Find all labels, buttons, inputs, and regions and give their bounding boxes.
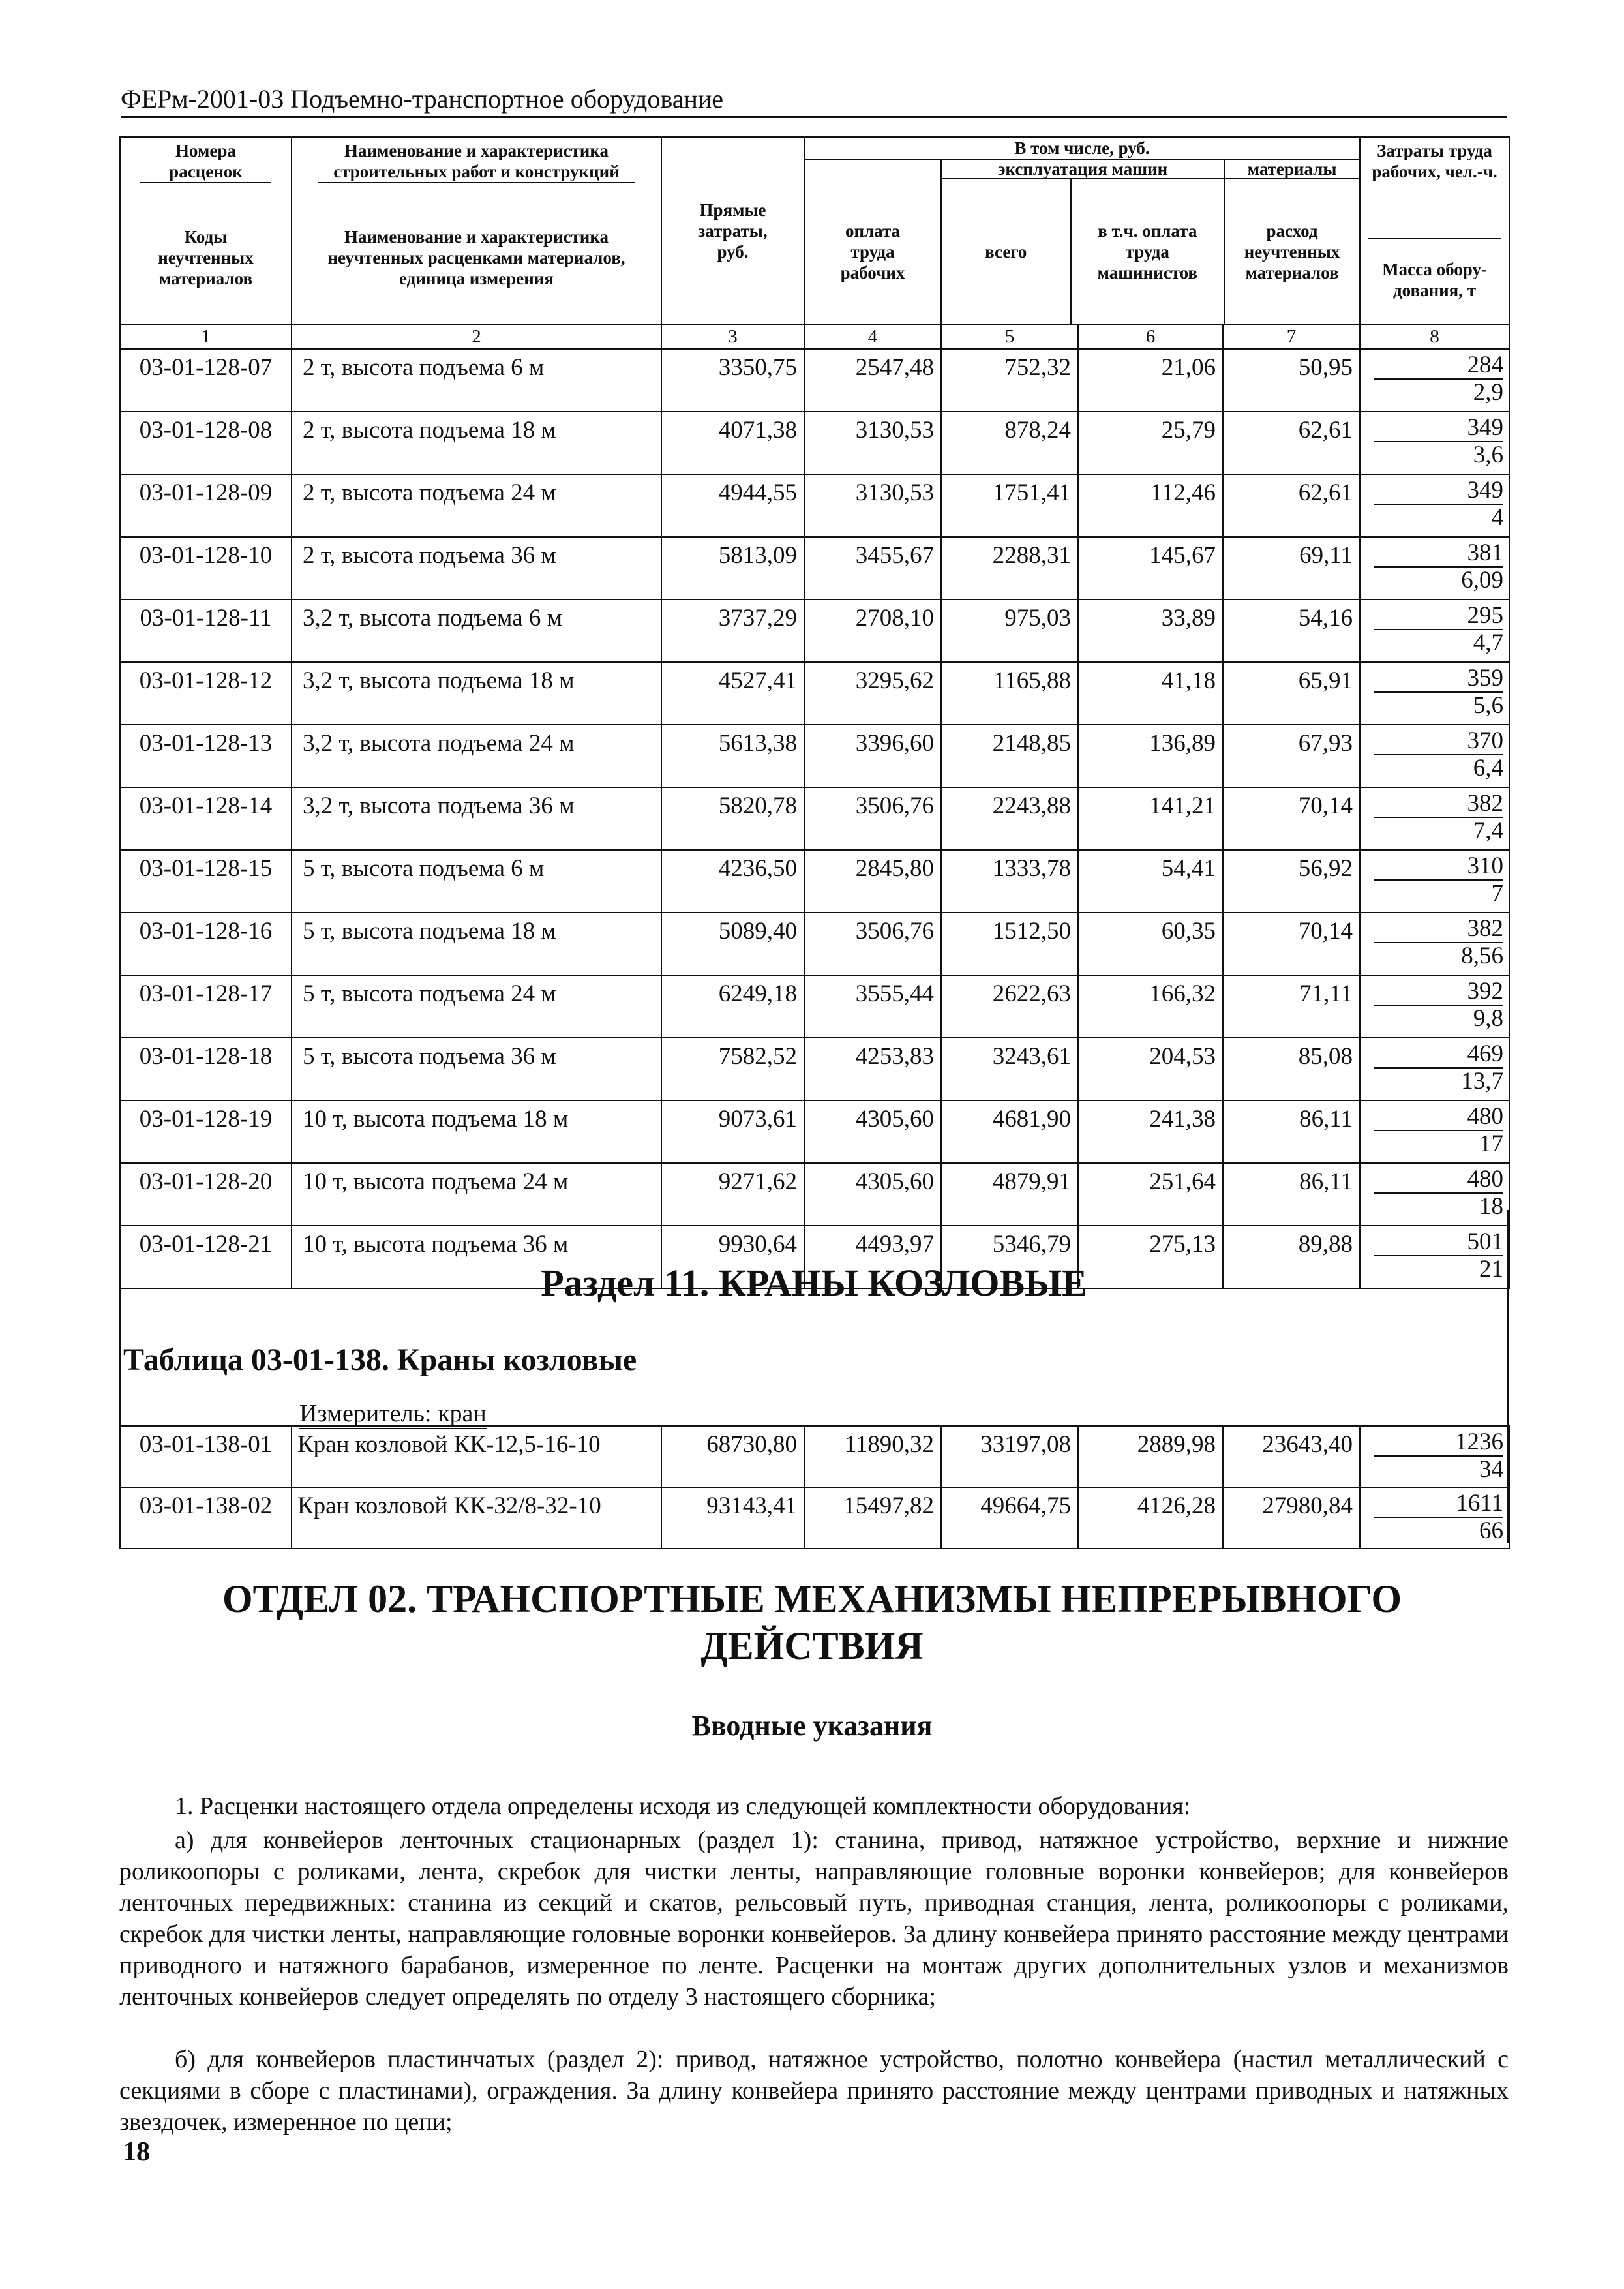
equipment-mass: 9,8	[1473, 1005, 1504, 1032]
column-number: 1	[120, 324, 292, 349]
table-row	[120, 1100, 1509, 1163]
machines-total: 2288,31	[941, 537, 1078, 599]
work-description: Кран козловой КК-12,5-16-10	[292, 1426, 661, 1487]
labor-costs: 1236	[1374, 1429, 1503, 1457]
operator-wages: 21,06	[1078, 349, 1223, 412]
materials-cost: 86,11	[1223, 1100, 1360, 1163]
work-description: 5 т, высота подъема 24 м	[292, 975, 661, 1038]
rate-code: 03-01-128-17	[120, 975, 292, 1038]
intro-title: Вводные указания	[691, 1710, 933, 1742]
direct-costs: 3350,75	[661, 349, 804, 412]
table-row	[120, 787, 1509, 850]
table-row	[120, 913, 1509, 975]
machines-total: 4879,91	[941, 1163, 1078, 1226]
table-row	[120, 599, 1509, 662]
header-materials-consumption-label: расход неучтенных материалов	[1244, 220, 1340, 282]
work-description: 3,2 т, высота подъема 24 м	[292, 725, 661, 787]
rate-code: 03-01-128-18	[120, 1038, 292, 1100]
machines-total: 1512,50	[941, 913, 1078, 975]
labor-costs: 370	[1374, 728, 1503, 755]
materials-cost: 67,93	[1223, 725, 1360, 787]
direct-costs: 4944,55	[661, 474, 804, 537]
column-number: 2	[292, 324, 661, 349]
worker-wages: 3506,76	[804, 913, 941, 975]
machines-total: 49664,75	[941, 1487, 1078, 1549]
header-machines-total	[942, 179, 1072, 324]
labor-mass-cell	[1360, 662, 1509, 725]
work-description: 5 т, высота подъема 18 м	[292, 913, 661, 975]
worker-wages: 11890,32	[804, 1426, 941, 1487]
machines-total: 1751,41	[941, 474, 1078, 537]
column-number: 3	[661, 324, 804, 349]
direct-costs: 9930,64	[661, 1226, 804, 1288]
rate-code: 03-01-128-09	[120, 474, 292, 537]
direct-costs: 3737,29	[661, 599, 804, 662]
header-rate-numbers: Номера расценок	[140, 138, 271, 183]
worker-wages: 2845,80	[804, 850, 941, 913]
equipment-mass: 7	[1491, 880, 1504, 907]
operator-wages: 136,89	[1078, 725, 1223, 787]
labor-mass-cell	[1360, 1426, 1509, 1487]
materials-cost: 69,11	[1223, 537, 1360, 599]
materials-cost: 70,14	[1223, 787, 1360, 850]
header-worker-wages: оплата труда рабочих	[840, 220, 905, 282]
machines-total: 2148,85	[941, 725, 1078, 787]
labor-costs: 382	[1374, 791, 1503, 818]
paragraph-1: 1. Расценки настоящего отдела определены исходя из следующей комплектности оборудования:	[175, 1793, 1191, 1820]
labor-mass-cell	[1360, 975, 1509, 1038]
labor-costs: 469	[1374, 1041, 1503, 1069]
work-description: 10 т, высота подъема 18 м	[292, 1100, 661, 1163]
worker-wages: 4305,60	[804, 1100, 941, 1163]
labor-costs: 480	[1374, 1104, 1503, 1131]
page-number: 18	[123, 2137, 150, 2167]
column-number: 4	[804, 324, 941, 349]
worker-wages: 4253,83	[804, 1038, 941, 1100]
header-operator-wages	[1072, 179, 1224, 324]
header-codes	[120, 137, 292, 324]
header-work-name: Наименование и характеристика строительных работ и конструкций	[318, 138, 635, 183]
header-material-name: Наименование и характеристика неучтенных расценками материалов, единица измерения	[327, 227, 625, 288]
column-number: 6	[1078, 324, 1223, 349]
labor-costs: 349	[1374, 415, 1503, 442]
operator-wages: 54,41	[1078, 850, 1223, 913]
equipment-mass: 6,09	[1461, 567, 1504, 594]
work-description: 10 т, высота подъема 36 м	[292, 1226, 661, 1288]
rate-code: 03-01-128-14	[120, 787, 292, 850]
machines-total: 1165,88	[941, 662, 1078, 725]
work-description: 2 т, высота подъема 36 м	[292, 537, 661, 599]
direct-costs: 5089,40	[661, 913, 804, 975]
labor-mass-cell	[1360, 349, 1509, 412]
header-materials: материалы	[1225, 160, 1359, 179]
labor-costs: 349	[1374, 478, 1503, 505]
header-including	[804, 137, 1360, 324]
labor-costs: 480	[1374, 1166, 1503, 1194]
machines-total: 1333,78	[941, 850, 1078, 913]
work-description: 5 т, высота подъема 6 м	[292, 850, 661, 913]
labor-mass-cell	[1360, 474, 1509, 537]
work-description: 2 т, высота подъема 18 м	[292, 412, 661, 474]
labor-mass-cell	[1360, 412, 1509, 474]
work-description: 5 т, высота подъема 36 м	[292, 1038, 661, 1100]
labor-mass-cell	[1360, 1100, 1509, 1163]
direct-costs: 5820,78	[661, 787, 804, 850]
measure-unit: Измеритель: кран	[299, 1399, 487, 1429]
header-machines: эксплуатация машин	[942, 160, 1224, 179]
direct-costs: 4071,38	[661, 412, 804, 474]
equipment-mass: 3,6	[1473, 442, 1504, 468]
equipment-mass: 4,7	[1473, 629, 1504, 656]
table-row	[120, 1426, 1509, 1487]
operator-wages: 112,46	[1078, 474, 1223, 537]
equipment-mass: 8,56	[1461, 943, 1504, 969]
equipment-mass: 18	[1479, 1193, 1504, 1220]
operator-wages: 141,21	[1078, 787, 1223, 850]
equipment-mass: 6,4	[1473, 755, 1504, 781]
direct-costs: 5613,38	[661, 725, 804, 787]
operator-wages: 204,53	[1078, 1038, 1223, 1100]
equipment-mass: 7,4	[1473, 817, 1504, 844]
machines-total: 33197,08	[941, 1426, 1078, 1487]
rate-code: 03-01-128-12	[120, 662, 292, 725]
document-header: ФЕРм-2001-03 Подъемно-транспортное оборудование	[121, 83, 1507, 118]
rate-code: 03-01-128-16	[120, 913, 292, 975]
header-mass: Масса обору-дования, т	[1382, 260, 1487, 300]
labor-costs: 501	[1374, 1229, 1503, 1256]
labor-costs: 295	[1374, 603, 1503, 630]
machines-total: 752,32	[941, 349, 1078, 412]
operator-wages: 241,38	[1078, 1100, 1223, 1163]
labor-costs: 382	[1374, 916, 1503, 943]
paragraph-b: б) для конвейеров пластинчатых (раздел 2): привод, натяжное устройство, полотно конвейера (настил металлический с секциями в сборе с пластинами), ограждения. За длину конвейера принято расстояние между центрами приводных и натяжных звездочек, измеренное по цепи;	[119, 2046, 1509, 2136]
operator-wages: 2889,98	[1078, 1426, 1223, 1487]
rates-table	[119, 136, 1510, 1289]
materials-cost: 86,11	[1223, 1163, 1360, 1226]
work-description: 10 т, высота подъема 24 м	[292, 1163, 661, 1226]
column-numbers-row	[120, 324, 1509, 349]
work-description: 3,2 т, высота подъема 6 м	[292, 599, 661, 662]
worker-wages: 4305,60	[804, 1163, 941, 1226]
materials-cost: 89,88	[1223, 1226, 1360, 1288]
worker-wages: 3396,60	[804, 725, 941, 787]
machines-total: 975,03	[941, 599, 1078, 662]
materials-cost: 50,95	[1223, 349, 1360, 412]
rate-code: 03-01-128-10	[120, 537, 292, 599]
materials-cost: 65,91	[1223, 662, 1360, 725]
labor-costs: 392	[1374, 978, 1503, 1006]
equipment-mass: 34	[1479, 1456, 1503, 1483]
equipment-mass: 4	[1491, 504, 1504, 531]
labor-mass-cell	[1360, 1038, 1509, 1100]
crane-table	[119, 1425, 1510, 1549]
equipment-mass: 66	[1479, 1517, 1503, 1544]
machines-total: 878,24	[941, 412, 1078, 474]
labor-mass-cell	[1360, 850, 1509, 913]
worker-wages: 2708,10	[804, 599, 941, 662]
materials-cost: 54,16	[1223, 599, 1360, 662]
table-title: Таблица 03-01-138. Краны козловые	[123, 1342, 637, 1377]
equipment-mass: 5,6	[1473, 692, 1504, 719]
labor-costs: 359	[1374, 665, 1503, 693]
header-material-codes: Коды неучтенных материалов	[158, 227, 254, 288]
table-row	[120, 975, 1509, 1038]
worker-wages: 3455,67	[804, 537, 941, 599]
worker-wages: 3295,62	[804, 662, 941, 725]
operator-wages: 275,13	[1078, 1226, 1223, 1288]
operator-wages: 145,67	[1078, 537, 1223, 599]
labor-costs: 381	[1374, 540, 1503, 568]
materials-cost: 71,11	[1223, 975, 1360, 1038]
operator-wages: 166,32	[1078, 975, 1223, 1038]
header-operator-wages-label: в т.ч. оплата труда машинистов	[1097, 220, 1198, 282]
equipment-mass: 13,7	[1461, 1068, 1504, 1095]
labor-mass-cell	[1360, 1487, 1509, 1549]
operator-wages: 33,89	[1078, 599, 1223, 662]
materials-cost: 27980,84	[1223, 1487, 1360, 1549]
rate-code: 03-01-128-13	[120, 725, 292, 787]
table-row	[120, 537, 1509, 599]
rate-code: 03-01-128-20	[120, 1163, 292, 1226]
operator-wages: 4126,28	[1078, 1487, 1223, 1549]
column-number: 7	[1223, 324, 1360, 349]
work-description: 2 т, высота подъема 24 м	[292, 474, 661, 537]
rate-code: 03-01-128-15	[120, 850, 292, 913]
worker-wages: 15497,82	[804, 1487, 941, 1549]
rate-code: 03-01-128-08	[120, 412, 292, 474]
labor-mass-cell	[1360, 913, 1509, 975]
labor-costs: 284	[1374, 352, 1503, 380]
machines-total: 4681,90	[941, 1100, 1078, 1163]
labor-costs: 1611	[1374, 1491, 1503, 1518]
materials-cost: 85,08	[1223, 1038, 1360, 1100]
work-description: 3,2 т, высота подъема 36 м	[292, 787, 661, 850]
column-number: 8	[1360, 324, 1509, 349]
table-row	[120, 349, 1509, 412]
direct-costs: 6249,18	[661, 975, 804, 1038]
work-description: 2 т, высота подъема 6 м	[292, 349, 661, 412]
materials-cost: 70,14	[1223, 913, 1360, 975]
direct-costs: 68730,80	[661, 1426, 804, 1487]
table-row	[120, 1487, 1509, 1549]
work-description: 3,2 т, высота подъема 18 м	[292, 662, 661, 725]
worker-wages: 3506,76	[804, 787, 941, 850]
machines-total: 2622,63	[941, 975, 1078, 1038]
materials-cost: 23643,40	[1223, 1426, 1360, 1487]
header-including-label: В том числе, руб.	[805, 138, 1359, 160]
table-row	[120, 850, 1509, 913]
worker-wages: 4493,97	[804, 1226, 941, 1288]
header-total-label: всего	[985, 241, 1027, 262]
materials-cost: 62,61	[1223, 412, 1360, 474]
table-header-row	[120, 137, 1509, 324]
labor-mass-cell	[1360, 787, 1509, 850]
header-direct-costs-label: Прямые затраты, руб.	[698, 200, 768, 262]
section-title: Раздел 11. КРАНЫ КОЗЛОВЫЕ	[541, 1262, 1087, 1304]
rate-code: 03-01-128-07	[120, 349, 292, 412]
direct-costs: 7582,52	[661, 1038, 804, 1100]
table-row	[120, 1038, 1509, 1100]
rate-code: 03-01-128-11	[120, 599, 292, 662]
column-number: 5	[941, 324, 1078, 349]
worker-wages: 3555,44	[804, 975, 941, 1038]
labor-mass-cell	[1360, 537, 1509, 599]
operator-wages: 25,79	[1078, 412, 1223, 474]
rate-code: 03-01-128-21	[120, 1226, 292, 1288]
labor-costs: 310	[1374, 853, 1503, 881]
table-row	[120, 725, 1509, 787]
worker-wages: 3130,53	[804, 412, 941, 474]
header-col4	[805, 160, 942, 324]
direct-costs: 9073,61	[661, 1100, 804, 1163]
machines-total: 5346,79	[941, 1226, 1078, 1288]
labor-mass-cell	[1360, 725, 1509, 787]
header-labor-mass	[1360, 137, 1509, 324]
header-direct-costs	[661, 137, 804, 324]
header-names	[292, 137, 661, 324]
header-materials-consumption	[1225, 179, 1359, 324]
table-row	[120, 474, 1509, 537]
direct-costs: 4527,41	[661, 662, 804, 725]
rate-code: 03-01-128-19	[120, 1100, 292, 1163]
worker-wages: 2547,48	[804, 349, 941, 412]
direct-costs: 93143,41	[661, 1487, 804, 1549]
operator-wages: 251,64	[1078, 1163, 1223, 1226]
table-row	[120, 412, 1509, 474]
equipment-mass: 21	[1479, 1256, 1504, 1282]
table-row	[120, 662, 1509, 725]
equipment-mass: 2,9	[1473, 379, 1504, 406]
work-description: Кран козловой КК-32/8-32-10	[292, 1487, 661, 1549]
worker-wages: 3130,53	[804, 474, 941, 537]
labor-mass-cell	[1360, 599, 1509, 662]
machines-total: 3243,61	[941, 1038, 1078, 1100]
rate-code: 03-01-138-01	[120, 1426, 292, 1487]
direct-costs: 5813,09	[661, 537, 804, 599]
crane-body	[120, 1426, 1509, 1549]
operator-wages: 60,35	[1078, 913, 1223, 975]
operator-wages: 41,18	[1078, 662, 1223, 725]
department-title: ОТДЕЛ 02. ТРАНСПОРТНЫЕ МЕХАНИЗМЫ НЕПРЕРЫВНОГО ДЕЙСТВИЯ	[222, 1577, 1402, 1667]
equipment-mass: 17	[1479, 1130, 1504, 1157]
materials-cost: 62,61	[1223, 474, 1360, 537]
direct-costs: 4236,50	[661, 850, 804, 913]
paragraph-a: а) для конвейеров ленточных стационарных (раздел 1): станина, привод, натяжное устройство, верхние и нижние роликоопоры с роликами, лента, скребок для чистки ленты, направляющие головные воронки конвейеров; для конвейеров ленточных передвижных: станина из секций и скатов, рельсовый путь, приводная станция, лента, роликоопоры с роликами, скребок для чистки ленты, направляющие головные воронки конвейеров. За длину конвейера принято расстояние между центрами приводного и натяжного барабанов, измеренное по ленте. Расценки на монтаж других дополнительных узлов и механизмов ленточных конвейеров следует определять по отделу 3 настоящего сборника;	[119, 1827, 1509, 2010]
rate-code: 03-01-138-02	[120, 1487, 292, 1549]
rates-body	[120, 349, 1509, 1288]
direct-costs: 9271,62	[661, 1163, 804, 1226]
machines-total: 2243,88	[941, 787, 1078, 850]
header-labor: Затраты труда рабочих, чел.-ч.	[1368, 138, 1501, 239]
materials-cost: 56,92	[1223, 850, 1360, 913]
